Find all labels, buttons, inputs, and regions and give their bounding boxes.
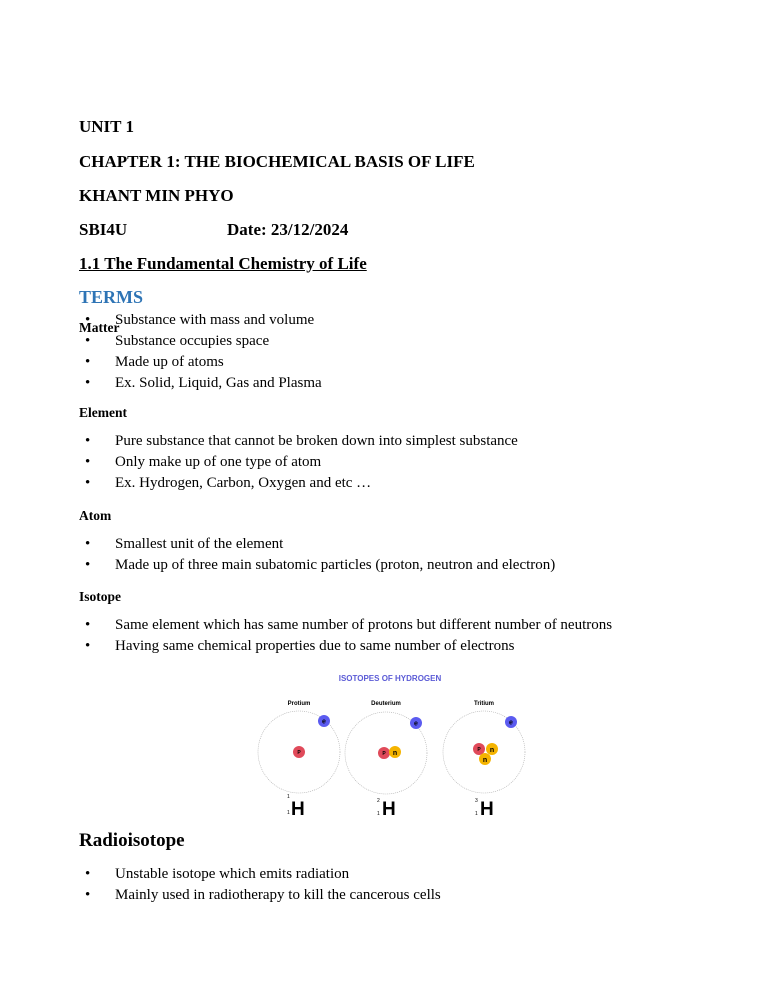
proton-label: P	[382, 751, 386, 757]
isotopes-of-hydrogen-figure	[250, 665, 530, 825]
isotope-list	[79, 615, 612, 657]
electron-label: e	[414, 720, 418, 728]
list-item: • Mainly used in radiotherapy to kill the cancerous cells	[79, 885, 441, 906]
terms-heading: TERMS	[79, 287, 144, 307]
electron-label: e	[509, 719, 513, 727]
list-item: • Smallest unit of the element	[79, 534, 555, 555]
radioisotope-list	[79, 864, 441, 906]
term-isotope: Isotope	[79, 589, 122, 604]
matter-list	[79, 310, 322, 394]
term-atom: Atom	[79, 508, 112, 523]
protium-diagram	[258, 701, 340, 820]
list-item: • Made up of three main subatomic particles (proton, neutron and electron)	[79, 555, 555, 576]
atomic-number: 1	[475, 811, 478, 817]
unit-heading: UNIT 1	[79, 117, 134, 136]
mass-number: 1	[287, 794, 290, 800]
list-item: • Same element which has same number of protons but different number of neutrons	[79, 615, 612, 636]
figure-title: ISOTOPES OF HYDROGEN	[338, 674, 442, 683]
list-item: • Substance occupies space	[79, 331, 322, 352]
list-item: • Ex. Solid, Liquid, Gas and Plasma	[79, 373, 322, 394]
list-item: • Having same chemical properties due to same number of electrons	[79, 636, 612, 657]
isotope-name: Tritium	[473, 701, 495, 707]
neutron-label: n	[482, 757, 488, 764]
list-item: • Substance with mass and volume	[79, 310, 322, 331]
course-code: SBI4U	[79, 220, 128, 239]
element-symbol: H	[480, 799, 494, 820]
list-item: • Made up of atoms	[79, 352, 322, 373]
date: Date: 23/12/2024	[227, 220, 349, 239]
list-item: • Ex. Hydrogen, Carbon, Oxygen and etc …	[79, 473, 518, 494]
deuterium-diagram	[345, 701, 427, 820]
section-title: 1.1 The Fundamental Chemistry of Life	[79, 254, 367, 273]
isotope-name: Protium	[287, 701, 311, 707]
atom-list	[79, 534, 555, 576]
list-item: • Only make up of one type of atom	[79, 452, 518, 473]
electron-label: e	[322, 718, 326, 726]
radioisotope-heading: Radioisotope	[79, 830, 185, 851]
atomic-number: 1	[377, 811, 380, 817]
proton-label: P	[297, 750, 301, 756]
atomic-number: 1	[287, 810, 290, 816]
author-name: KHANT MIN PHYO	[79, 186, 234, 205]
element-list	[79, 431, 518, 494]
term-matter: Matter	[79, 320, 120, 335]
chapter-heading: CHAPTER 1: THE BIOCHEMICAL BASIS OF LIFE	[79, 152, 475, 171]
mass-number: 3	[475, 798, 478, 804]
list-item: • Pure substance that cannot be broken down into simplest substance	[79, 431, 518, 452]
proton-label: P	[477, 747, 481, 753]
list-item: • Unstable isotope which emits radiation	[79, 864, 441, 885]
neutron-label: n	[392, 750, 398, 757]
tritium-diagram	[443, 701, 525, 820]
mass-number: 2	[377, 798, 380, 804]
neutron-label: n	[489, 747, 495, 754]
element-symbol: H	[382, 799, 396, 820]
term-element: Element	[79, 405, 127, 420]
isotope-name: Deuterium	[371, 701, 401, 707]
element-symbol: H	[291, 799, 305, 820]
